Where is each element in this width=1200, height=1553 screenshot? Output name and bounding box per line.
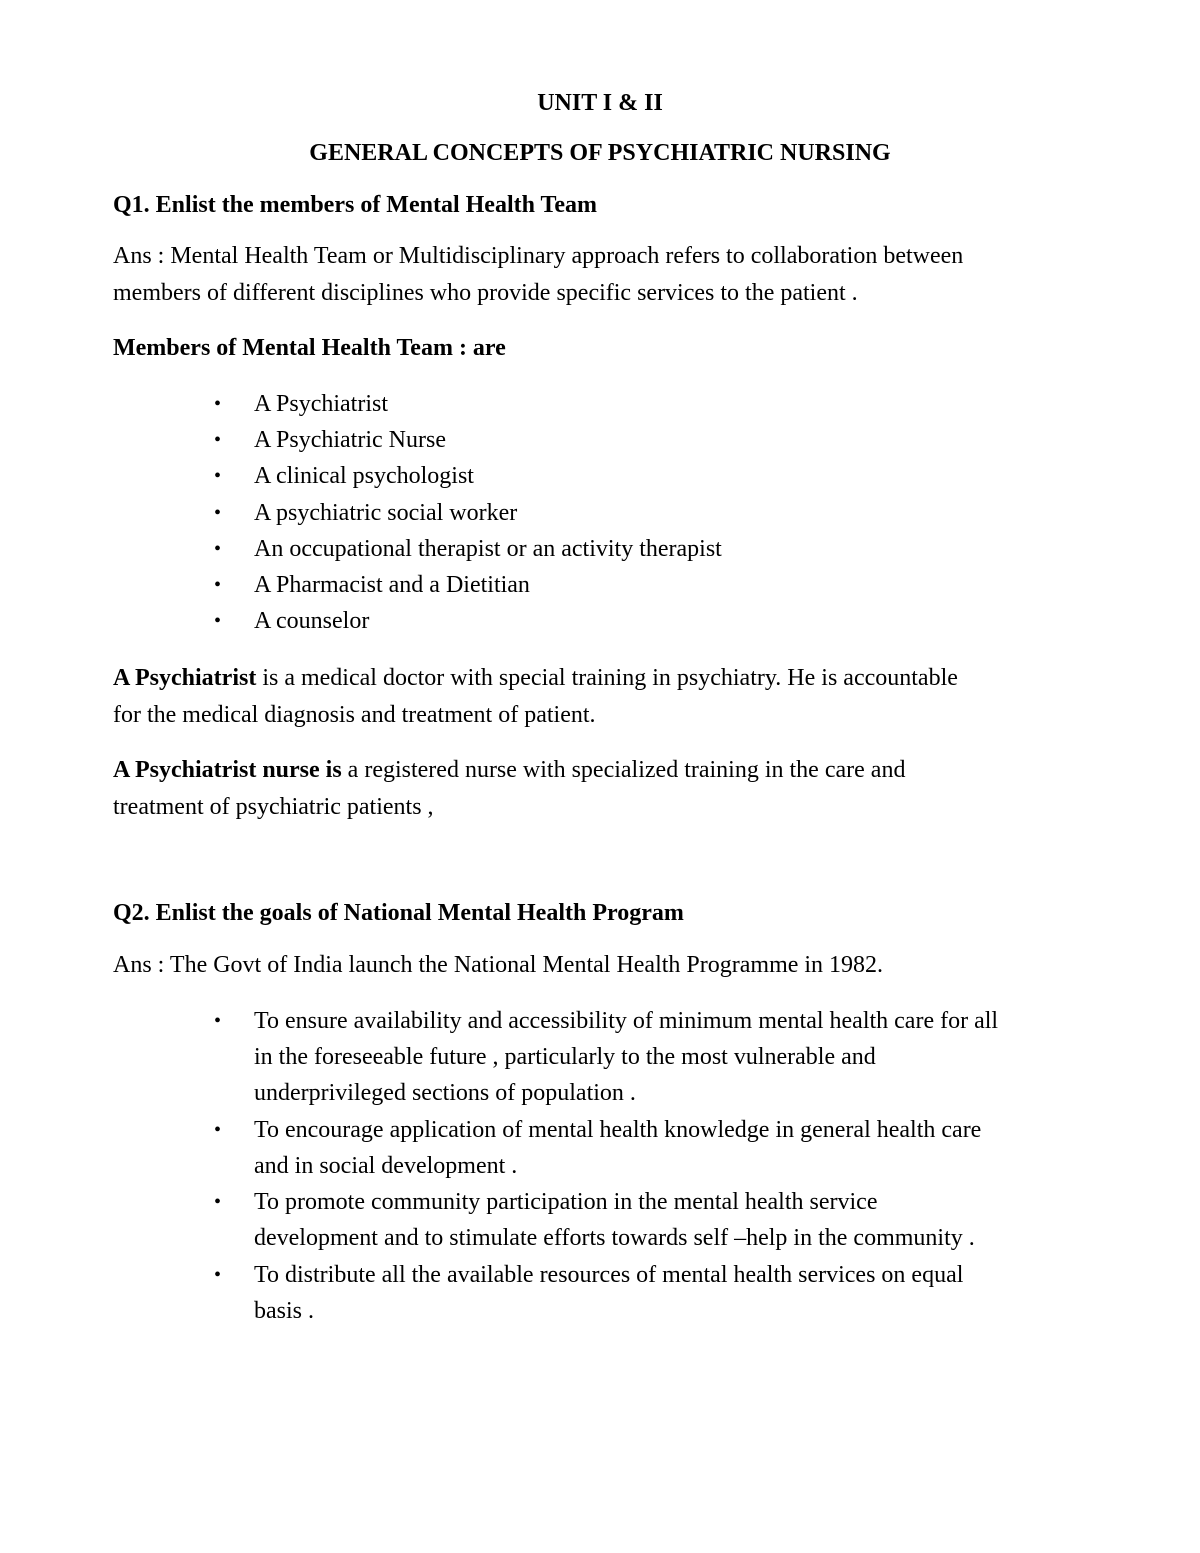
q1-question: Q1. Enlist the members of Mental Health Team bbox=[113, 192, 597, 218]
bullet-icon: • bbox=[214, 610, 222, 632]
list-item-text: A Psychiatrist bbox=[254, 391, 389, 417]
bullet-icon: • bbox=[214, 393, 222, 415]
list-item-text: development and to stimulate efforts towards self –help in the community . bbox=[254, 1225, 975, 1251]
list-item-text: and in social development . bbox=[254, 1153, 518, 1179]
psychiatrist-term: A Psychiatrist bbox=[113, 665, 257, 691]
psychiatrist-text: is a medical doctor with special training in psychiatry. He is accountable bbox=[256, 665, 958, 691]
bullet-icon: • bbox=[214, 1264, 222, 1286]
q2-answer: Ans : The Govt of India launch the National Mental Health Programme in 1982. bbox=[113, 952, 884, 978]
list-item-text: To promote community participation in the mental health service bbox=[254, 1189, 878, 1215]
bullet-icon: • bbox=[214, 465, 222, 487]
list-item-text: A counselor bbox=[254, 608, 370, 634]
list-item-text: in the foreseeable future , particularly to the most vulnerable and bbox=[254, 1044, 876, 1070]
psychiatrist-definition-line-2: for the medical diagnosis and treatment of patient. bbox=[113, 702, 596, 728]
nurse-definition-line-1 bbox=[113, 755, 905, 785]
nurse-definition-line-2: treatment of psychiatric patients , bbox=[113, 794, 434, 820]
list-item-text: A Pharmacist and a Dietitian bbox=[254, 572, 530, 598]
q1-answer-line-1: Ans : Mental Health Team or Multidisciplinary approach refers to collaboration between bbox=[113, 243, 964, 269]
list-item-text: underprivileged sections of population . bbox=[254, 1080, 636, 1106]
list-item-text: To ensure availability and accessibility of minimum mental health care for all bbox=[254, 1008, 999, 1034]
unit-title: UNIT I & II bbox=[537, 90, 663, 116]
members-heading: Members of Mental Health Team : are bbox=[113, 335, 506, 361]
bullet-icon: • bbox=[214, 1119, 222, 1141]
bullet-icon: • bbox=[214, 1010, 222, 1032]
bullet-icon: • bbox=[214, 502, 222, 524]
q2-question: Q2. Enlist the goals of National Mental Health Program bbox=[113, 900, 684, 926]
q1-answer-line-2: members of different disciplines who provide specific services to the patient . bbox=[113, 280, 858, 306]
list-item-text: basis . bbox=[254, 1298, 314, 1324]
list-item-text: To distribute all the available resources of mental health services on equal bbox=[254, 1262, 964, 1288]
subject-title: GENERAL CONCEPTS OF PSYCHIATRIC NURSING bbox=[309, 140, 891, 166]
bullet-icon: • bbox=[214, 1191, 222, 1213]
list-item-text: A clinical psychologist bbox=[254, 463, 474, 489]
list-item-text: An occupational therapist or an activity therapist bbox=[254, 536, 722, 562]
bullet-icon: • bbox=[214, 429, 222, 451]
bullet-icon: • bbox=[214, 574, 222, 596]
list-item-text: A Psychiatric Nurse bbox=[254, 427, 446, 453]
nurse-text: a registered nurse with specialized training in the care and bbox=[341, 757, 906, 783]
list-item-text: To encourage application of mental health knowledge in general health care bbox=[254, 1117, 982, 1143]
bullet-icon: • bbox=[214, 538, 222, 560]
nurse-term: A Psychiatrist nurse is bbox=[113, 757, 342, 783]
psychiatrist-definition-line-1 bbox=[113, 663, 958, 693]
list-item-text: A psychiatric social worker bbox=[254, 500, 518, 526]
